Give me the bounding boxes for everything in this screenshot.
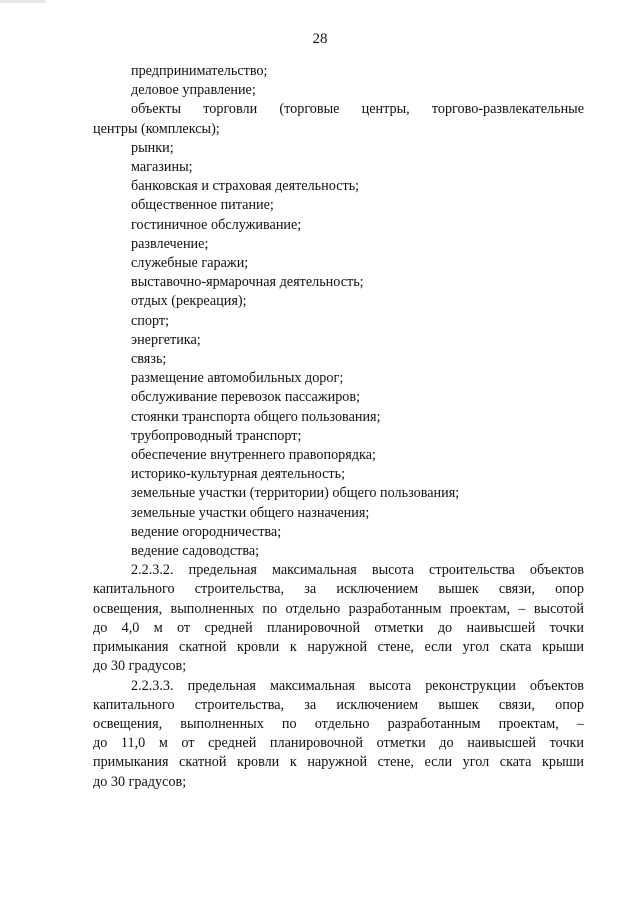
list-item: ведение огородничества;: [131, 523, 282, 540]
list-item: общественное питание;: [131, 197, 274, 214]
clause-line: до 4,0 м от средней планировочной отметки до наивысшей точки: [93, 619, 584, 636]
list-item: рынки;: [131, 139, 174, 156]
clause-line: до 30 градусов;: [93, 658, 187, 675]
clause-2-2-3-2: [93, 561, 584, 676]
list-item: служебные гаражи;: [131, 255, 249, 272]
list-item: земельные участки (территории) общего пользования;: [131, 485, 460, 502]
list-item: спорт;: [131, 312, 170, 329]
list-item: гостиничное обслуживание;: [131, 216, 302, 233]
list-item: энергетика;: [131, 331, 201, 348]
clause-line: освещения, выполненных по отдельно разработанным проектам, – высотой: [93, 600, 584, 617]
list-item: предпринимательство;: [131, 63, 268, 79]
clause-line: 2.2.3.3. предельная максимальная высота реконструкции объектов: [131, 677, 584, 694]
page-number: 28: [312, 31, 328, 47]
list-item: выставочно-ярмарочная деятельность;: [131, 274, 364, 291]
list-item: развлечение;: [131, 235, 209, 252]
list-item: стоянки транспорта общего пользования;: [131, 408, 381, 425]
clause-line: капитального строительства, за исключением вышек связи, опор: [93, 696, 584, 713]
list-item: трубопроводный транспорт;: [131, 427, 302, 444]
list-item: отдых (рекреация);: [131, 293, 247, 310]
list-item: обеспечение внутреннего правопорядка;: [131, 447, 376, 464]
list-item: земельные участки общего назначения;: [131, 504, 370, 521]
clause-line: примыкания скатной кровли к наружной стене, если угол ската крыши: [93, 754, 584, 771]
list-item: размещение автомобильных дорог;: [131, 370, 344, 387]
trade-item-line: центры (комплексы);: [93, 120, 220, 137]
list-item: ведение садоводства;: [131, 543, 260, 560]
list-item: связь;: [131, 351, 167, 368]
clause-line: освещения, выполненных по отдельно разработанным проектам, –: [93, 715, 584, 732]
list-item: банковская и страховая деятельность;: [131, 178, 360, 195]
list-item: обслуживание перевозок пассажиров;: [131, 389, 361, 406]
scan-edge-mark: [0, 0, 46, 3]
clause-line: до 11,0 м от средней планировочной отметки до наивысшей точки: [93, 735, 584, 752]
list-item: историко-культурная деятельность;: [131, 466, 346, 483]
list-item: деловое управление;: [131, 82, 256, 99]
document-body: [93, 62, 584, 792]
clause-line: 2.2.3.2. предельная максимальная высота строительства объектов: [131, 562, 584, 579]
list-item: магазины;: [131, 159, 193, 176]
clause-line: капитального строительства, за исключением вышек связи, опор: [93, 581, 584, 598]
clause-2-2-3-3: [93, 677, 584, 792]
list-item-trade: [93, 100, 584, 138]
clause-line: примыкания скатной кровли к наружной стене, если угол ската крыши: [93, 639, 584, 656]
trade-item-line: объекты торговли (торговые центры, торгово-развлекательные: [131, 101, 584, 118]
clause-line: до 30 градусов;: [93, 773, 187, 790]
